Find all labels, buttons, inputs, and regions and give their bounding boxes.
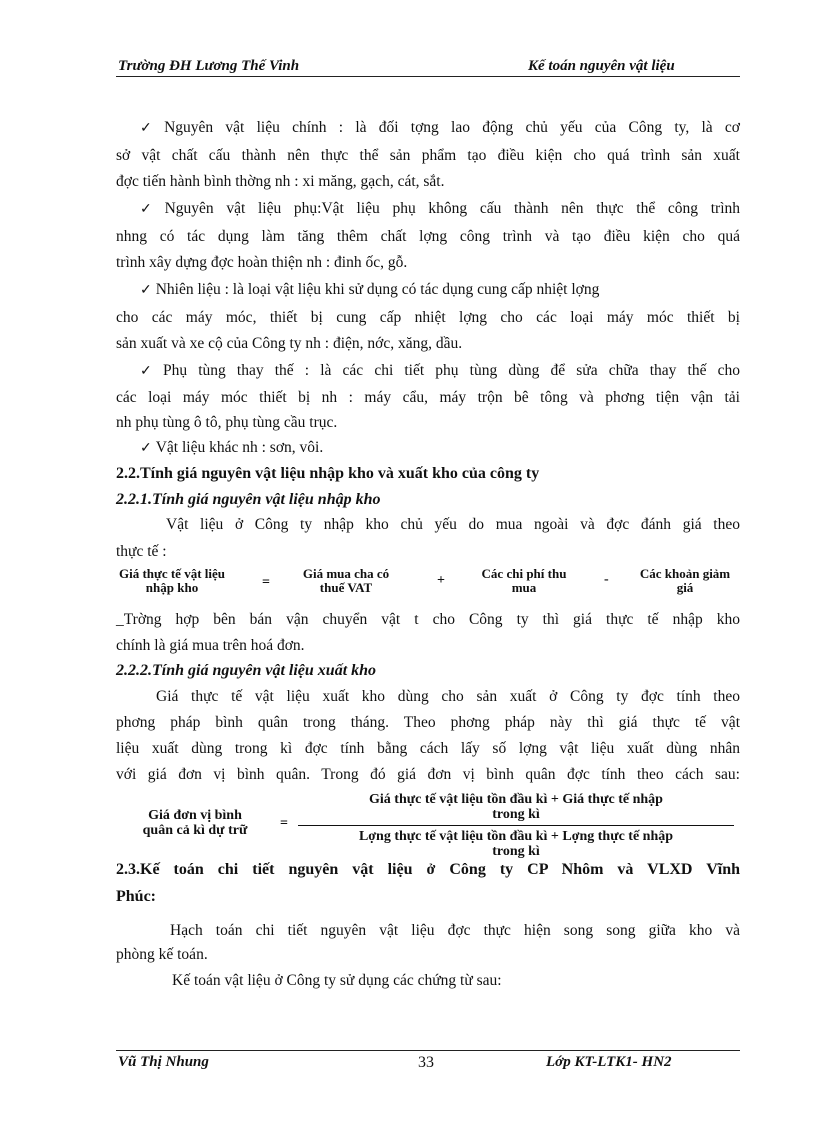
f1-plus: +: [437, 573, 445, 588]
footer-class: Lớp KT-LTK1- HN2: [546, 1054, 672, 1070]
f2-lhs: Giá đơn vị bình quân cả kì dự trữ: [142, 808, 248, 838]
heading-2-2-2: 2.2.2.Tính giá nguyên vật liệu xuất kho: [116, 662, 377, 679]
fraction-bar: [298, 825, 734, 826]
f2-numerator: Giá thực tế vật liệu tồn đầu kì + Giá thực tế nhập trong kì: [369, 792, 663, 822]
p7-line2: chính là giá mua trên hoá đơn.: [116, 637, 305, 654]
header-school: Trường ĐH Lương Thế Vinh: [118, 58, 300, 74]
f1-minus: -: [604, 572, 609, 587]
p1-line3: đợc tiến hành bình thờng nh : xi măng, gạch, cát, sắt.: [116, 173, 445, 190]
check-icon: ✓: [140, 283, 152, 298]
page-footer: [116, 1050, 740, 1081]
heading-2-3-line2: Phúc:: [116, 888, 156, 905]
p1-line1: ✓ Nguyên vật liệu chính : là đối tợng lao động chủ yếu của Công ty, là cơ: [140, 119, 740, 136]
f2-denominator: Lợng thực tế vật liệu tồn đầu kì + Lợng thực tế nhập trong kì: [358, 829, 674, 859]
header-topic: Kế toán nguyên vật liệu: [528, 58, 675, 74]
p9-line2: phòng kế toán.: [116, 946, 208, 963]
p10-line: Kế toán vật liệu ở Công ty sử dụng các chứng từ sau:: [172, 972, 502, 989]
check-icon: ✓: [140, 364, 159, 379]
page-number: 33: [418, 1054, 434, 1071]
p6-line1: Vật liệu ở Công ty nhập kho chủ yếu do mua ngoài và đợc đánh giá theo: [166, 516, 740, 533]
p4-line2: các loại máy móc thiết bị nh : máy cẩu, máy trộn bê tông và phơng tiện vận tải: [116, 389, 740, 406]
p3-line3: sản xuất và xe cộ của Công ty nh : điện, nớc, xăng, dầu.: [116, 335, 463, 352]
check-icon: ✓: [140, 121, 161, 136]
p2-line3: trình xây dựng đợc hoàn thiện nh : đinh ốc, gỗ.: [116, 254, 408, 271]
p3-line1: ✓ Nhiên liệu : là loại vật liệu khi sử dụng có tác dụng cung cấp nhiệt lợng: [140, 281, 600, 298]
heading-2-3-line1: 2.3.Kế toán chi tiết nguyên vật liệu ở Công ty CP Nhôm và VLXD Vĩnh: [116, 861, 740, 878]
f2-equals: =: [280, 816, 288, 831]
heading-2-2-1: 2.2.1.Tính giá nguyên vật liệu nhập kho: [116, 491, 381, 508]
p9-line1: Hạch toán chi tiết nguyên vật liệu đợc thực hiện song song giữa kho và: [170, 922, 740, 939]
f1-term-costs: Các chi phí thu mua: [481, 566, 567, 595]
f1-term-purchase-price: Giá mua cha có thuế VAT: [302, 566, 390, 595]
p3-line2: cho các máy móc, thiết bị cung cấp nhiệt lợng cho các loại máy móc thiết bị: [116, 309, 740, 326]
heading-2-2: 2.2.Tính giá nguyên vật liệu nhập kho và xuất kho của công ty: [116, 465, 540, 482]
p8-line4: với giá đơn vị bình quân. Trong đó giá đơn vị bình quân đợc tính theo cách sau:: [116, 766, 740, 783]
p2-line2: nhng có tác dụng làm tăng thêm chất lợng công trình và tạo điều kiện cho quá: [116, 228, 740, 245]
p1-line2: sở vật chất cấu thành nên thực thể sản phẩm tạo điều kiện cho quá trình sản xuất: [116, 147, 740, 164]
p7-line1: _Trờng hợp bên bán vận chuyển vật t cho Công ty thì giá thực tế nhập kho: [116, 611, 740, 628]
p8-line1: Giá thực tế vật liệu xuất kho dùng cho sản xuất ở Công ty đợc tính theo: [156, 688, 740, 705]
page-header: [116, 58, 740, 77]
f1-equals: =: [262, 575, 270, 590]
p8-line2: phơng pháp bình quân trong tháng. Theo phơng pháp này thì giá thực tế vật: [116, 714, 740, 731]
f1-term-discounts: Các khoản giảm giá: [639, 566, 731, 595]
p8-line3: liệu xuất dùng trong kì đợc tính bằng cách lấy số lợng vật liệu xuất dùng nhân: [116, 740, 740, 757]
check-icon: ✓: [140, 202, 161, 217]
p4-line3: nh phụ tùng ô tô, phụ tùng cầu trục.: [116, 414, 338, 431]
p6-line2: thực tế :: [116, 543, 167, 560]
check-icon: ✓: [140, 441, 152, 456]
p2-line1: ✓ Nguyên vật liệu phụ:Vật liệu phụ không cấu thành nên thực thể công trình: [140, 200, 741, 217]
p5-line: ✓ Vật liệu khác nh : sơn, vôi.: [140, 439, 324, 456]
f1-term-actual-price: Giá thực tế vật liệu nhập kho: [118, 566, 225, 595]
footer-author: Vũ Thị Nhung: [118, 1054, 209, 1070]
p4-line1: ✓ Phụ tùng thay thế : là các chi tiết phụ tùng dùng để sửa chữa thay thế cho: [140, 362, 740, 379]
